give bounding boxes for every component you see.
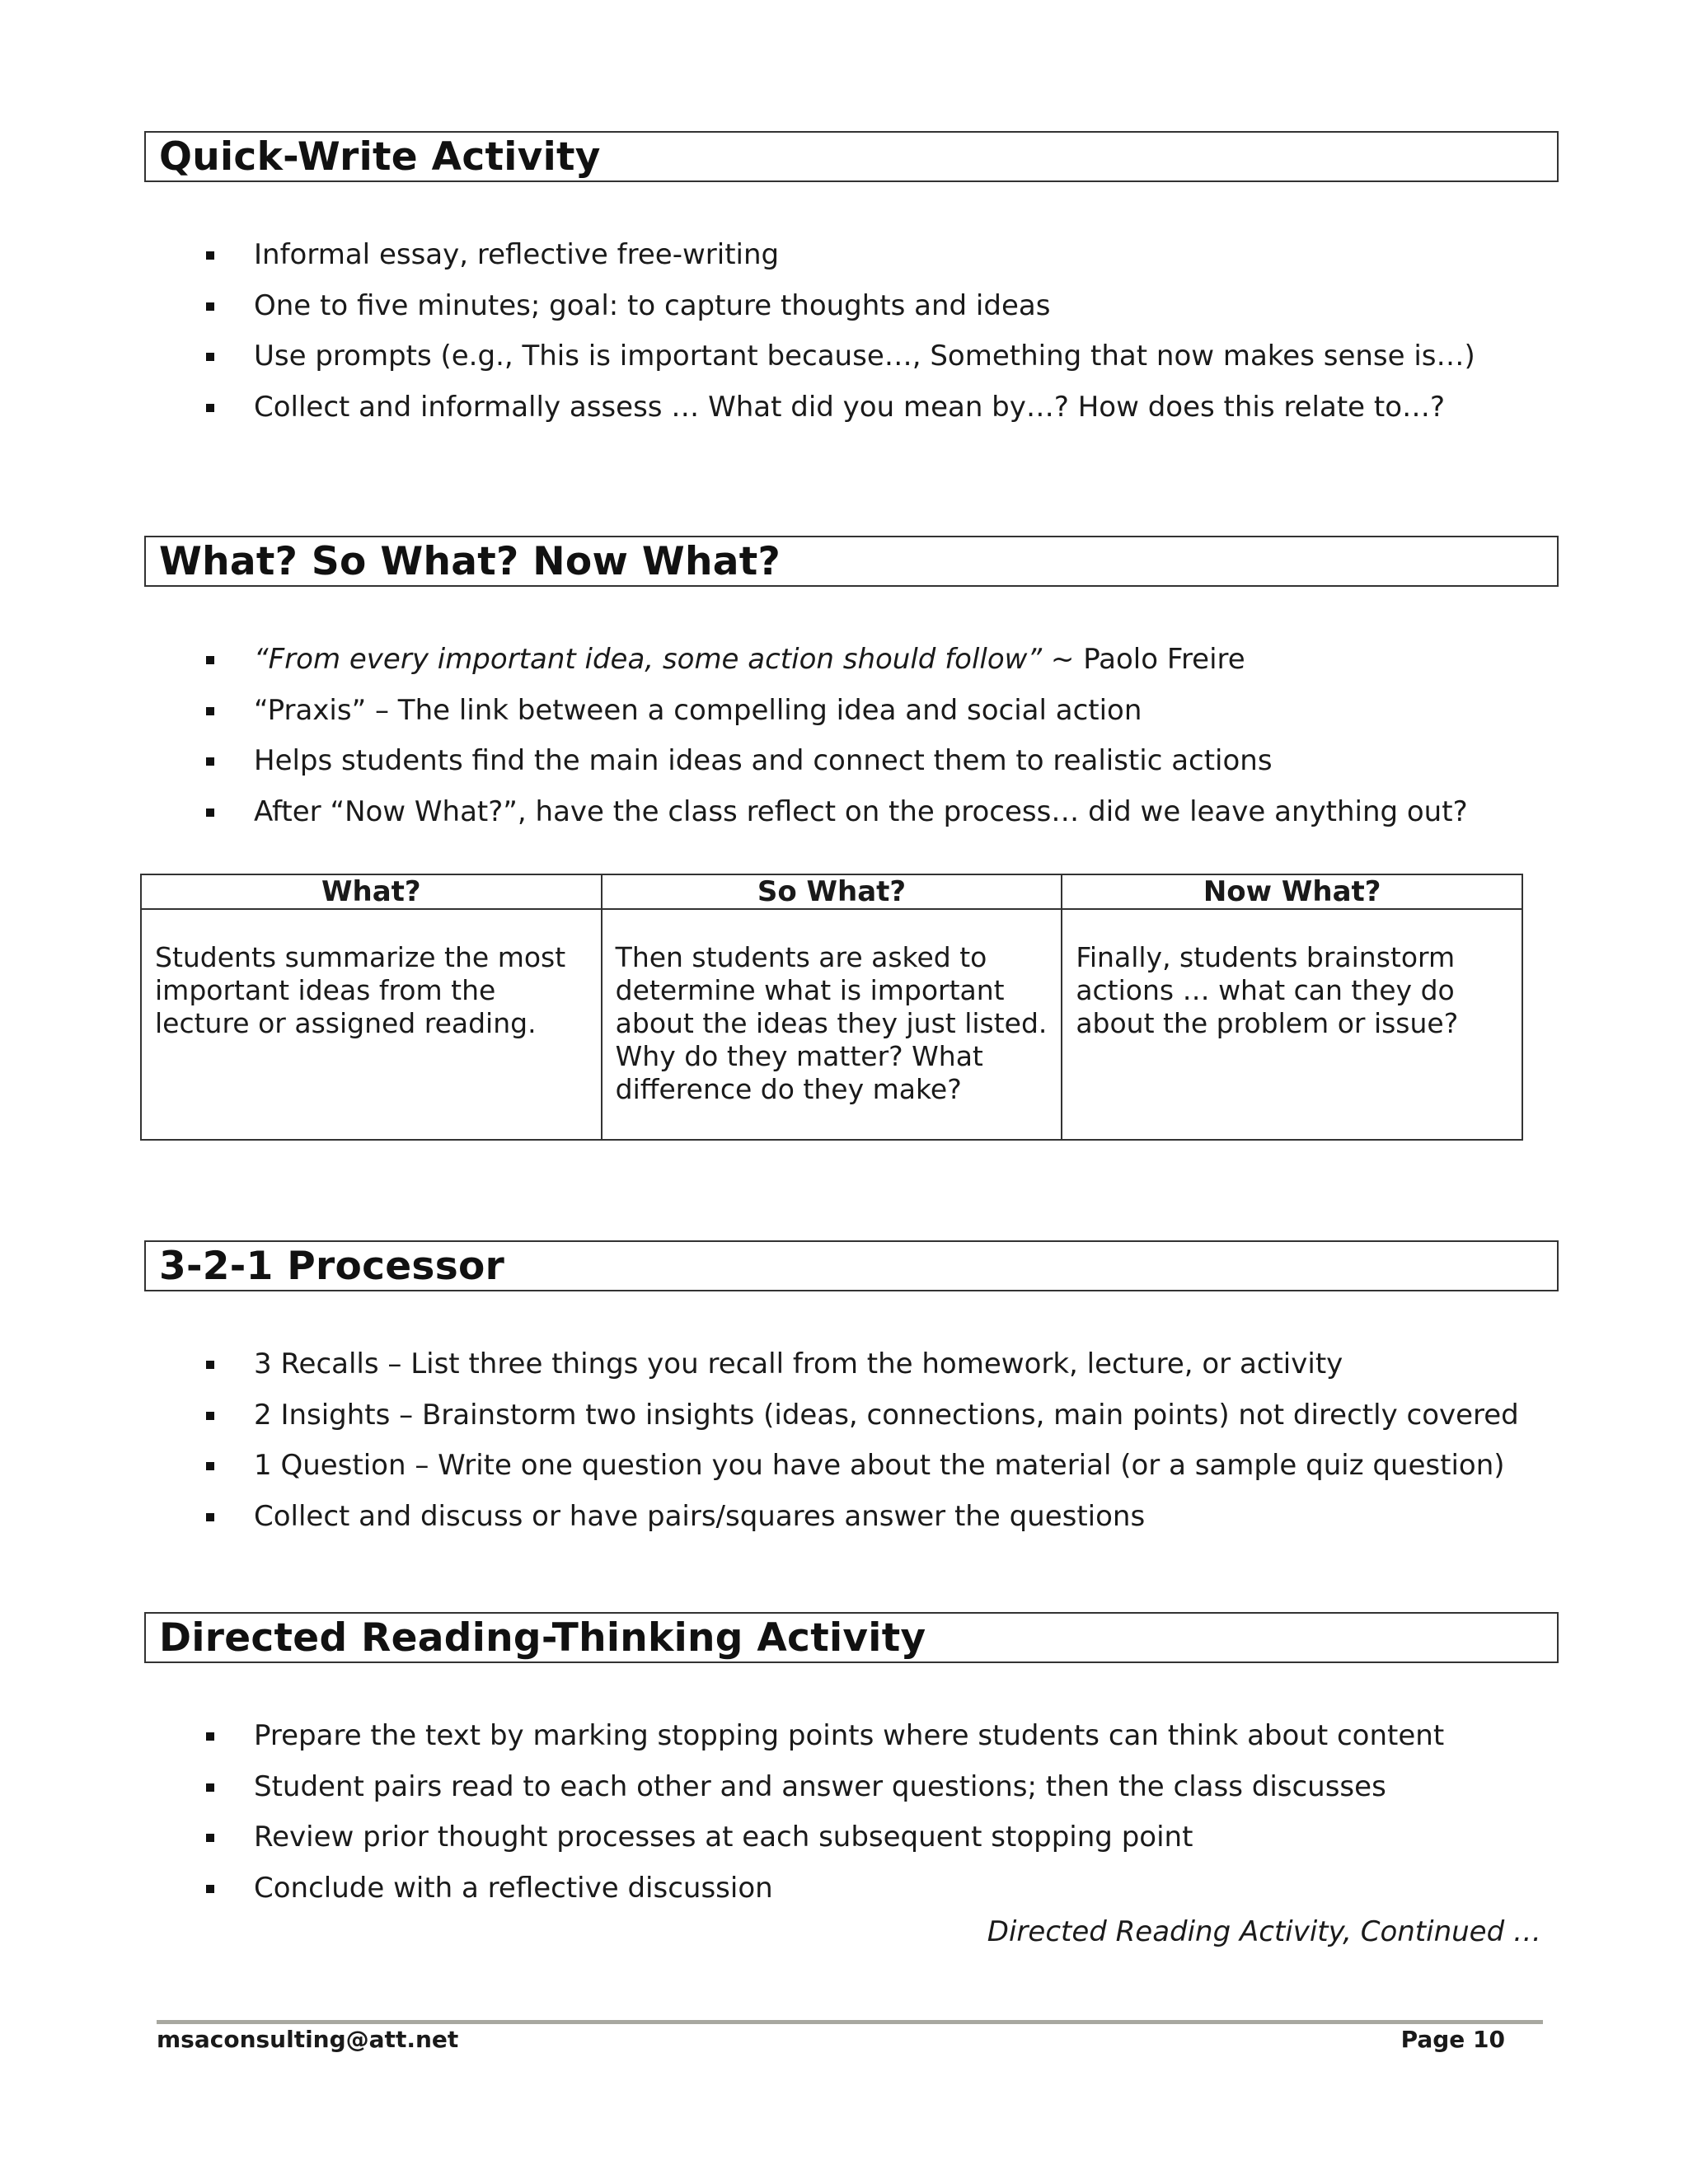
list-item	[204, 238, 1475, 289]
list-item	[204, 1719, 1444, 1770]
section-title-drta: Directed Reading-Thinking Activity	[144, 1612, 1559, 1663]
bullet-text: 2 Insights – Brainstorm two insights (ideas, connections, main points) not directly covered	[254, 1398, 1519, 1432]
quick-write-bullet-list	[204, 238, 1475, 441]
section-title-quick-write: Quick-Write Activity	[144, 131, 1559, 182]
square-bullet-icon	[206, 353, 214, 361]
continued-note: Directed Reading Activity, Continued …	[987, 1915, 1541, 1948]
bullet-text: Use prompts (e.g., This is important because…, Something that now makes sense is…)	[254, 340, 1475, 373]
square-bullet-icon	[206, 707, 214, 715]
list-item	[204, 643, 1468, 694]
list-item	[204, 1500, 1519, 1551]
square-bullet-icon	[206, 1834, 214, 1842]
square-bullet-icon	[206, 302, 214, 311]
square-bullet-icon	[206, 656, 214, 664]
bullet-text: Prepare the text by marking stopping points where students can think about content	[254, 1719, 1445, 1752]
list-item	[204, 1770, 1444, 1821]
quote-attribution: ~ Paolo Freire	[1042, 643, 1245, 676]
what-so-what-bullet-list	[204, 643, 1468, 846]
list-item	[204, 1449, 1519, 1500]
drta-bullet-list	[204, 1719, 1444, 1922]
list-item	[204, 289, 1475, 340]
table-row	[141, 909, 1522, 1140]
bullet-text: Helps students find the main ideas and connect them to realistic actions	[254, 744, 1273, 777]
table-header-so-what: So What?	[602, 874, 1062, 909]
list-item	[204, 340, 1475, 391]
processor-bullet-list	[204, 1347, 1519, 1550]
list-item	[204, 744, 1468, 795]
section-title-what-so-what: What? So What? Now What?	[144, 536, 1559, 587]
table-header-row	[141, 874, 1522, 909]
bullet-text: 1 Question – Write one question you have about the material (or a sample quiz question)	[254, 1449, 1505, 1482]
square-bullet-icon	[206, 1732, 214, 1741]
square-bullet-icon	[206, 1412, 214, 1420]
bullet-text: Student pairs read to each other and answer questions; then the class discusses	[254, 1769, 1386, 1803]
footer-divider	[157, 2020, 1543, 2024]
square-bullet-icon	[206, 1361, 214, 1369]
list-item	[204, 1347, 1519, 1399]
section-title-processor: 3-2-1 Processor	[144, 1240, 1559, 1291]
table-header-what: What?	[141, 874, 602, 909]
square-bullet-icon	[206, 757, 214, 766]
square-bullet-icon	[206, 1783, 214, 1792]
table-cell-now-what: Finally, students brainstorm actions … what can they do about the problem or issue?	[1062, 909, 1522, 1140]
square-bullet-icon	[206, 404, 214, 412]
list-item	[204, 795, 1468, 846]
table-cell-what: Students summarize the most important ideas from the lecture or assigned reading.	[141, 909, 602, 1140]
bullet-text: 3 Recalls – List three things you recall from the homework, lecture, or activity	[254, 1347, 1343, 1380]
table-header-now-what: Now What?	[1062, 874, 1522, 909]
footer-email: msaconsulting@att.net	[157, 2026, 459, 2053]
bullet-text: Conclude with a reflective discussion	[254, 1871, 773, 1905]
quote-text: “From every important idea, some action should follow”	[254, 643, 1043, 676]
list-item	[204, 1399, 1519, 1450]
what-so-what-table	[140, 874, 1523, 1141]
bullet-text: One to five minutes; goal: to capture thoughts and ideas	[254, 288, 1051, 322]
square-bullet-icon	[206, 1462, 214, 1470]
list-item	[204, 1821, 1444, 1872]
list-item	[204, 391, 1475, 442]
square-bullet-icon	[206, 1885, 214, 1893]
square-bullet-icon	[206, 1513, 214, 1521]
bullet-text: Informal essay, reflective free-writing	[254, 238, 780, 271]
bullet-text: “Praxis” – The link between a compelling idea and social action	[254, 693, 1142, 727]
footer-page-number: Page 10	[1400, 2026, 1505, 2053]
bullet-text: Collect and discuss or have pairs/squares answer the questions	[254, 1499, 1146, 1533]
square-bullet-icon	[206, 251, 214, 260]
list-item	[204, 694, 1468, 745]
bullet-text: After “Now What?”, have the class reflect on the process… did we leave anything out?	[254, 794, 1468, 828]
table-cell-so-what: Then students are asked to determine what is important about the ideas they just listed. Why do they matter? What difference do they make?	[602, 909, 1062, 1140]
bullet-text: Collect and informally assess … What did you mean by…? How does this relate to…?	[254, 390, 1446, 424]
bullet-text: Review prior thought processes at each subsequent stopping point	[254, 1821, 1193, 1854]
list-item	[204, 1872, 1444, 1923]
square-bullet-icon	[206, 808, 214, 817]
